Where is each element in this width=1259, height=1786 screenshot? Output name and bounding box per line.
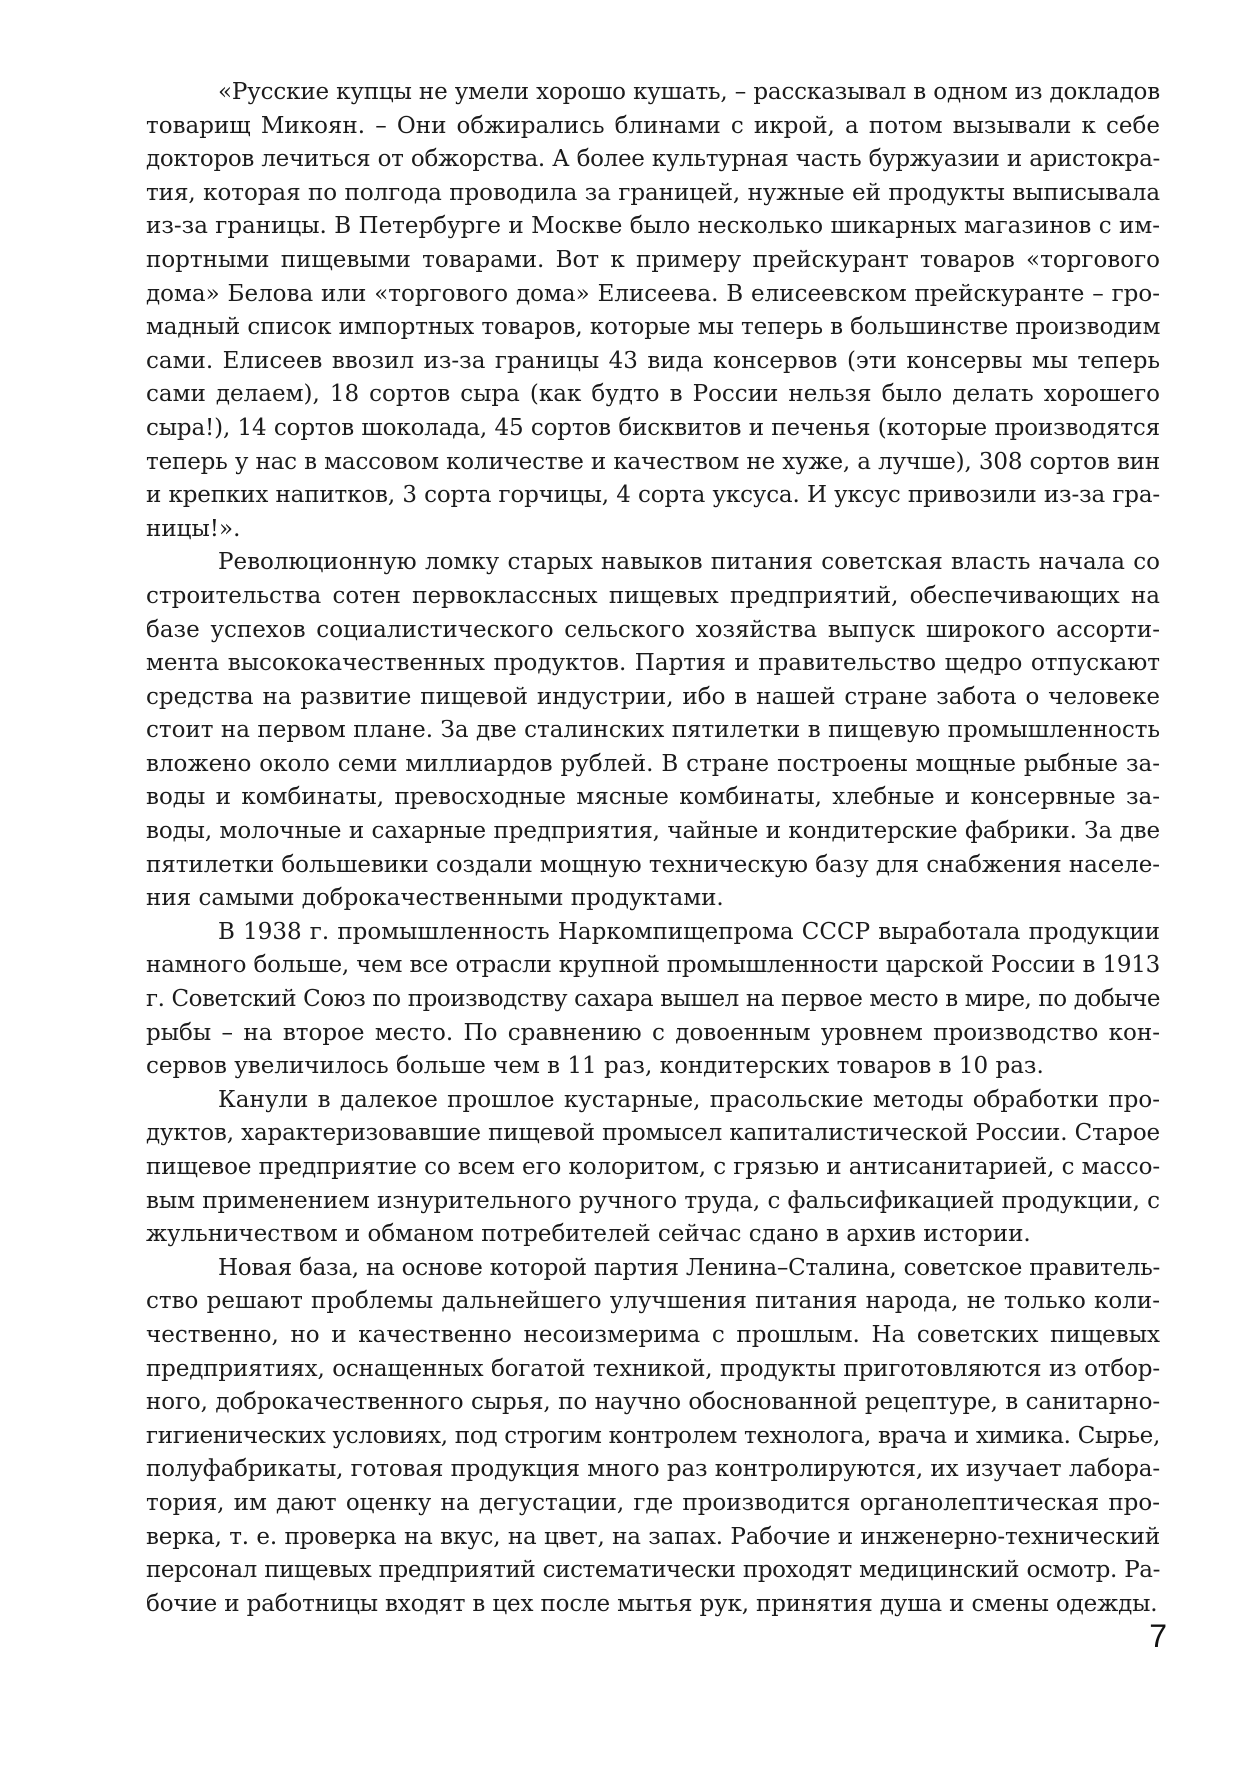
text-line: В 1938 г. промышленность Наркомпищепрома СССР выработала продукции [218,918,1160,945]
text-line: из-за границы. В Петербурге и Москве было несколько шикарных магазинов с им- [146,213,1160,240]
text-line: ство решают проблемы дальнейшего улучшения питания народа, не только коли- [146,1288,1160,1315]
text-line: вложено около семи миллиардов рублей. В стране построены мощные рыбные за- [146,750,1160,777]
text-line: мента высококачественных продуктов. Партия и правительство щедро отпускают [146,650,1160,677]
text-line: «Русские купцы не умели хорошо кушать, – рассказывал в одном из докладов [218,79,1160,105]
text-line: стоит на первом плане. За две сталинских пятилетки в пищевую промышленность [146,717,1160,744]
text-line: ного, доброкачественного сырья, по научно обоснованной рецептуре, в санитарно- [146,1389,1160,1416]
text-line: докторов лечиться от обжорства. А более культурная часть буржуазии и аристокра- [146,146,1160,173]
paragraph [146,1084,1160,1252]
text-line: дуктов, характеризовавшие пищевой промысел капиталистической России. Старое [146,1120,1160,1147]
text-line: ницы!». [146,515,241,542]
text-line: намного больше, чем все отрасли крупной промышленности царской России в 1913 [146,952,1160,979]
text-line: товарищ Микоян. – Они обжирались блинами с икрой, а потом вызывали к себе [146,112,1160,139]
page-body [146,76,1160,1621]
text-line: сервов увеличилось больше чем в 11 раз, кондитерских товаров в 10 раз. [146,1053,1044,1080]
text-line: базе успехов социалистического сельского хозяйства выпуск широкого ассорти- [146,616,1160,643]
text-line: пятилетки большевики создали мощную техническую базу для снабжения населе- [146,851,1160,878]
text-line: средства на развитие пищевой индустрии, ибо в нашей стране забота о человеке [146,683,1160,710]
text-line: сами делаем), 18 сортов сыра (как будто в России нельзя было делать хорошего [146,381,1160,408]
text-line: портными пищевыми товарами. Вот к примеру прейскурант товаров «торгового [146,246,1160,273]
paragraph [146,916,1160,1084]
text-line: предприятиях, оснащенных богатой техникой, продукты приготовляются из отбор- [146,1355,1160,1382]
text-line: сами. Елисеев ввозил из-за границы 43 вида консервов (эти консервы мы теперь [146,347,1160,374]
text-line: г. Советский Союз по производству сахара вышел на первое место в мире, по добыче [146,986,1160,1013]
text-line: жульничеством и обманом потребителей сейчас сдано в архив истории. [146,1221,1031,1248]
text-line: дома» Белова или «торгового дома» Елисеева. В елисеевском прейскуранте – гро- [146,280,1160,307]
text-line: теперь у нас в массовом количестве и качеством не хуже, а лучше), 308 сортов вин [146,448,1160,475]
text-line: воды, молочные и сахарные предприятия, чайные и кондитерские фабрики. За две [146,818,1160,845]
paragraph [146,76,1160,546]
text-line: чественно, но и качественно несоизмерима с прошлым. На советских пищевых [146,1321,1160,1348]
text-line: тория, им дают оценку на дегустации, где производится органолептическая про- [146,1489,1160,1516]
text-line: полуфабрикаты, готовая продукция много раз контролируются, их изучает лабора- [146,1456,1160,1483]
text-line: гигиенических условиях, под строгим контролем технолога, врача и химика. Сырье, [146,1422,1160,1449]
text-line: сыра!), 14 сортов шоколада, 45 сортов бисквитов и печенья (которые производятся [146,414,1160,441]
text-line: воды и комбинаты, превосходные мясные комбинаты, хлебные и консервные за- [146,784,1160,811]
text-line: Канули в далекое прошлое кустарные, прасольские методы обработки про- [218,1086,1160,1113]
text-line: ния самыми доброкачественными продуктами. [146,885,724,912]
text-line: пищевое предприятие со всем его колоритом, с грязью и антисанитарией, с массо- [146,1154,1160,1180]
page-number: 7 [1149,1618,1167,1654]
text-line: рыбы – на второе место. По сравнению с довоенным уровнем производство кон- [146,1019,1160,1046]
text-line: верка, т. е. проверка на вкус, на цвет, на запах. Рабочие и инженерно-технический [146,1523,1160,1550]
paragraph [146,1252,1160,1622]
text-line: Новая база, на основе которой партия Ленина–Сталина, советское правитель- [218,1254,1160,1281]
text-line: бочие и работницы входят в цех после мытья рук, принятия душа и смены одежды. [146,1590,1158,1617]
text-line: вым применением изнурительного ручного труда, с фальсификацией продукции, с [146,1187,1160,1214]
text-line: Революционную ломку старых навыков питания советская власть начала со [218,549,1160,576]
text-line: и крепких напитков, 3 сорта горчицы, 4 сорта уксуса. И уксус привозили из-за гра- [146,482,1160,509]
text-line: персонал пищевых предприятий систематически проходят медицинский осмотр. Ра- [146,1557,1160,1584]
text-line: строительства сотен первоклассных пищевых предприятий, обеспечивающих на [146,582,1160,609]
paragraph [146,546,1160,916]
text-line: мадный список импортных товаров, которые мы теперь в большинстве производим [146,314,1161,341]
text-line: тия, которая по полгода проводила за границей, нужные ей продукты выписывала [146,179,1160,206]
